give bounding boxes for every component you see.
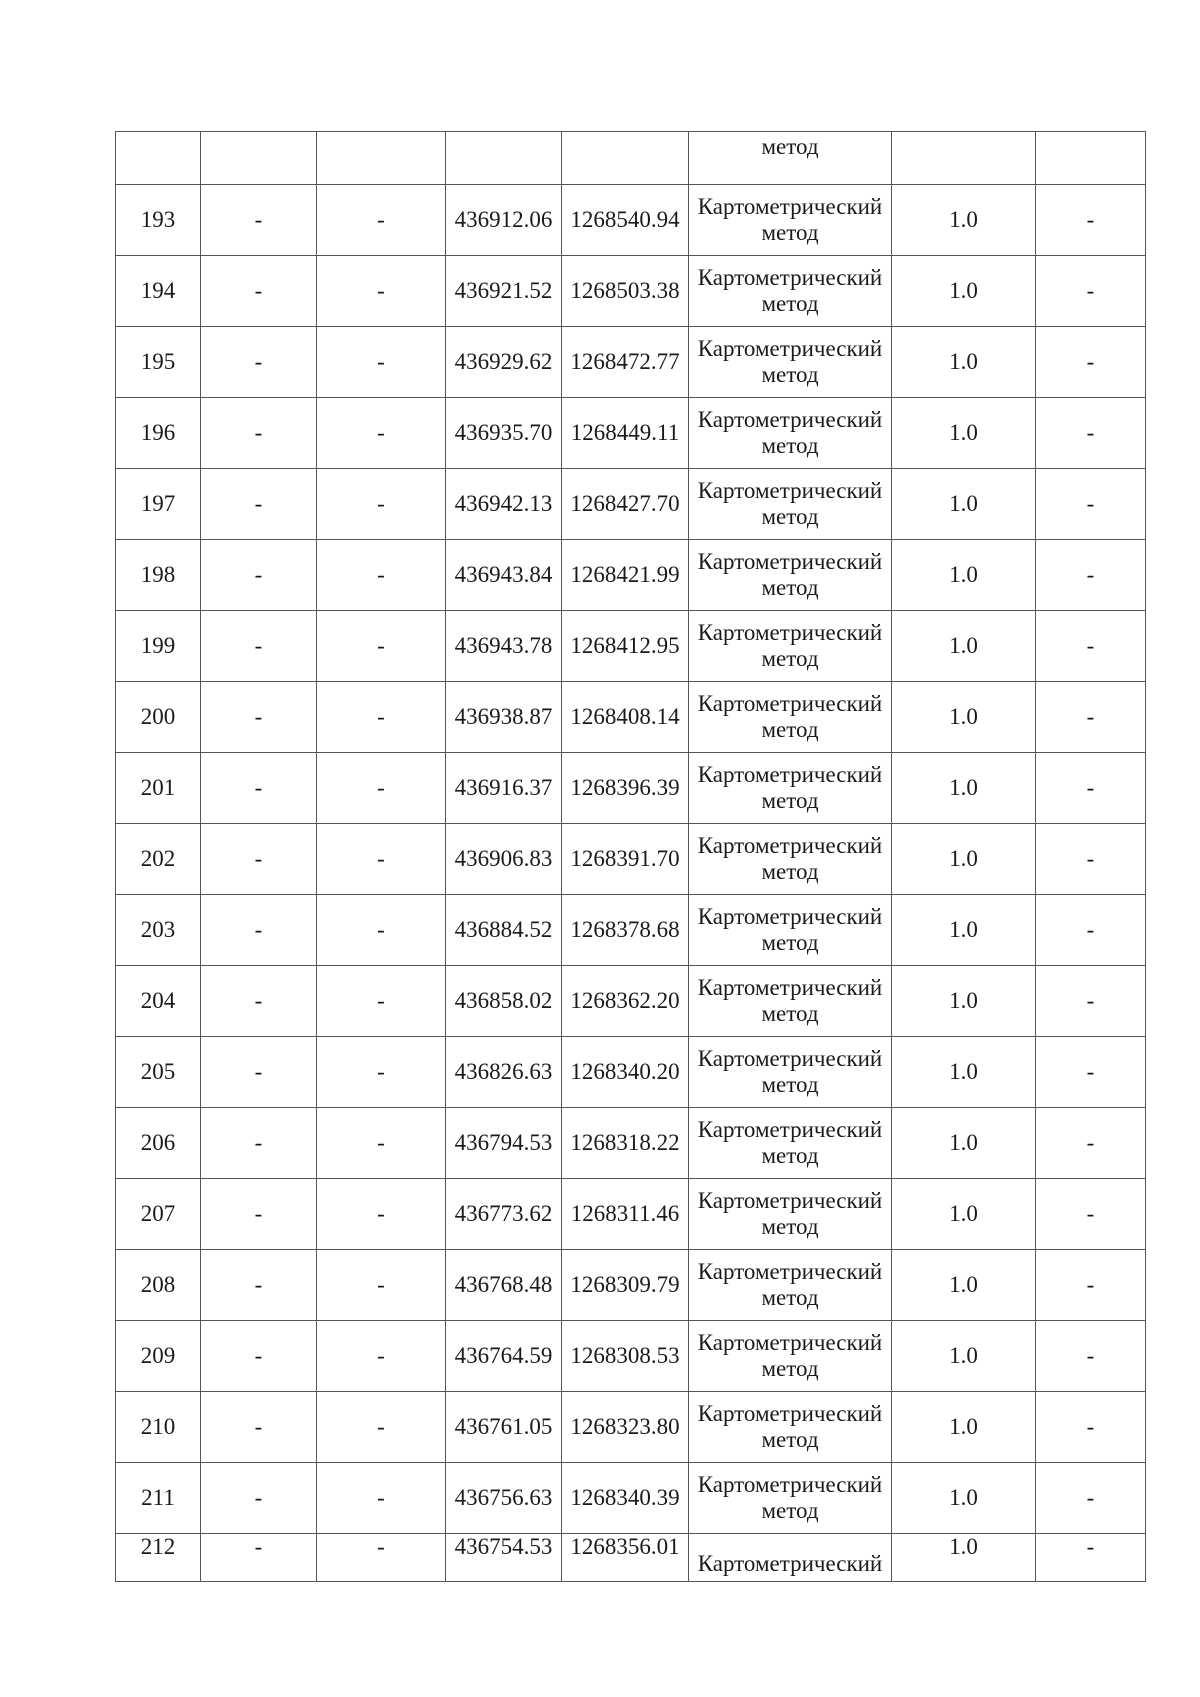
cell-x: 436921.52 [446,256,562,327]
cell-method [689,327,892,398]
cell-x: 436912.06 [446,185,562,256]
table-row [116,185,1146,256]
method-line1: Картометрический [697,1401,883,1426]
cell-col8: - [1036,256,1146,327]
table-row-continuation [116,132,1146,185]
cell-col2: - [201,1179,317,1250]
table-row [116,1108,1146,1179]
cell-precision: 1.0 [892,1534,1036,1582]
cell-col2: - [201,824,317,895]
method-line2: метод [761,930,819,955]
cell-col8: - [1036,1179,1146,1250]
cell-col3: - [317,185,446,256]
cell-precision: 1.0 [892,895,1036,966]
table-row [116,824,1146,895]
method-line2: метод [761,433,819,458]
cell-method [689,1179,892,1250]
cell-y: 1268427.70 [562,469,689,540]
cell-col8: - [1036,824,1146,895]
cell-y [562,132,689,185]
cell-x: 436943.78 [446,611,562,682]
cell-precision: 1.0 [892,1392,1036,1463]
method-line2: метод [761,362,819,387]
method-line2: метод [761,1498,819,1523]
method-line1: Картометрический [697,1330,883,1355]
cell-precision: 1.0 [892,1250,1036,1321]
method-line2: метод [761,1285,819,1310]
cell-y: 1268362.20 [562,966,689,1037]
method-line1: Картометрический [697,1188,883,1213]
cell-col3: - [317,540,446,611]
cell-x: 436943.84 [446,540,562,611]
cell-x: 436768.48 [446,1250,562,1321]
cell-x [446,132,562,185]
cell-method [689,824,892,895]
cell-col3 [317,132,446,185]
cell-precision: 1.0 [892,327,1036,398]
cell-precision: 1.0 [892,682,1036,753]
cell-col3: - [317,1321,446,1392]
method-line1: Картометрический [697,1259,883,1284]
cell-col3: - [317,1534,446,1582]
method-line2: метод [761,134,819,159]
table-row [116,1463,1146,1534]
cell-y: 1268318.22 [562,1108,689,1179]
cell-y: 1268421.99 [562,540,689,611]
method-line1: Картометрический [697,549,883,574]
method-line1: Картометрический [697,1046,883,1071]
cell-col2: - [201,966,317,1037]
cell-x: 436764.59 [446,1321,562,1392]
cell-num: 198 [116,540,201,611]
cell-col8: - [1036,398,1146,469]
cell-method [689,185,892,256]
cell-num: 195 [116,327,201,398]
table-row [116,611,1146,682]
cell-method [689,1463,892,1534]
cell-col2: - [201,1463,317,1534]
cell-y: 1268311.46 [562,1179,689,1250]
cell-col2: - [201,1108,317,1179]
cell-method [689,895,892,966]
cell-precision: 1.0 [892,611,1036,682]
method-line2: метод [761,788,819,813]
table-row [116,966,1146,1037]
cell-y: 1268396.39 [562,753,689,824]
cell-method [689,1392,892,1463]
method-line1: Картометрический [697,762,883,787]
cell-col8: - [1036,469,1146,540]
cell-method [689,469,892,540]
table-row [116,1179,1146,1250]
method-line1: Картометрический [697,265,883,290]
cell-y: 1268472.77 [562,327,689,398]
method-line1: Картометрический [697,691,883,716]
cell-y: 1268540.94 [562,185,689,256]
method-line2: метод [761,1214,819,1239]
cell-method [689,753,892,824]
table-row [116,1321,1146,1392]
cell-col2: - [201,682,317,753]
table-row [116,1037,1146,1108]
method-line2: метод [761,646,819,671]
cell-x: 436756.63 [446,1463,562,1534]
cell-precision: 1.0 [892,540,1036,611]
method-line2: метод [761,575,819,600]
cell-x: 436916.37 [446,753,562,824]
cell-col8: - [1036,1463,1146,1534]
method-line1: Картометрический [697,194,883,219]
cell-num: 204 [116,966,201,1037]
method-line1: Картометрический [697,1551,883,1576]
cell-col3: - [317,256,446,327]
table-row [116,753,1146,824]
cell-col2: - [201,753,317,824]
cell-col8: - [1036,611,1146,682]
cell-col2: - [201,1392,317,1463]
cell-method [689,611,892,682]
cell-col8: - [1036,682,1146,753]
method-line1: Картометрический [697,620,883,645]
cell-method [689,1250,892,1321]
method-line2: метод [761,291,819,316]
method-line2: метод [761,1427,819,1452]
cell-col3: - [317,966,446,1037]
cell-col8: - [1036,327,1146,398]
cell-precision: 1.0 [892,398,1036,469]
cell-y: 1268412.95 [562,611,689,682]
cell-y: 1268408.14 [562,682,689,753]
cell-col2: - [201,327,317,398]
cell-col2 [201,132,317,185]
cell-col3: - [317,895,446,966]
cell-method [689,540,892,611]
table-row [116,895,1146,966]
cell-col3: - [317,1463,446,1534]
cell-col2: - [201,1534,317,1582]
cell-num: 206 [116,1108,201,1179]
cell-num: 201 [116,753,201,824]
cell-col8: - [1036,1321,1146,1392]
cell-x: 436938.87 [446,682,562,753]
cell-x: 436773.62 [446,1179,562,1250]
cell-x: 436858.02 [446,966,562,1037]
cell-col3: - [317,824,446,895]
table-row [116,540,1146,611]
cell-num [116,132,201,185]
cell-method [689,398,892,469]
cell-col3: - [317,469,446,540]
cell-y: 1268391.70 [562,824,689,895]
cell-precision: 1.0 [892,469,1036,540]
table-row [116,1534,1146,1582]
cell-col3: - [317,682,446,753]
cell-x: 436906.83 [446,824,562,895]
table-row [116,1392,1146,1463]
cell-num: 208 [116,1250,201,1321]
cell-x: 436761.05 [446,1392,562,1463]
cell-precision: 1.0 [892,966,1036,1037]
cell-precision: 1.0 [892,1321,1036,1392]
cell-col3: - [317,327,446,398]
cell-x: 436884.52 [446,895,562,966]
cell-method [689,966,892,1037]
cell-y: 1268449.11 [562,398,689,469]
cell-num: 196 [116,398,201,469]
cell-precision: 1.0 [892,753,1036,824]
cell-precision: 1.0 [892,824,1036,895]
cell-col8: - [1036,1108,1146,1179]
method-line1: Картометрический [697,407,883,432]
cell-precision: 1.0 [892,1108,1036,1179]
cell-num: 205 [116,1037,201,1108]
method-line1: Картометрический [697,336,883,361]
cell-num: 193 [116,185,201,256]
cell-precision [892,132,1036,185]
cell-method [689,1037,892,1108]
cell-x: 436935.70 [446,398,562,469]
method-line2: метод [761,1356,819,1381]
method-line2: метод [761,717,819,742]
cell-col2: - [201,895,317,966]
cell-y: 1268309.79 [562,1250,689,1321]
cell-method [689,256,892,327]
cell-x: 436942.13 [446,469,562,540]
cell-y: 1268340.20 [562,1037,689,1108]
cell-col8: - [1036,1250,1146,1321]
cell-col3: - [317,398,446,469]
cell-precision: 1.0 [892,1463,1036,1534]
cell-method [689,1534,892,1582]
cell-col8: - [1036,1534,1146,1582]
cell-col2: - [201,1037,317,1108]
method-line2: метод [761,220,819,245]
cell-col8: - [1036,1392,1146,1463]
cell-col3: - [317,1037,446,1108]
method-line1: Картометрический [697,1472,883,1497]
cell-method [689,682,892,753]
coordinates-table [115,131,1146,1582]
cell-col3: - [317,753,446,824]
cell-y: 1268356.01 [562,1534,689,1582]
cell-col3: - [317,1250,446,1321]
cell-precision: 1.0 [892,1037,1036,1108]
cell-col3: - [317,611,446,682]
cell-col2: - [201,185,317,256]
table-row [116,1250,1146,1321]
table-row [116,682,1146,753]
cell-col8: - [1036,966,1146,1037]
cell-col3: - [317,1108,446,1179]
method-line2: метод [761,1143,819,1168]
cell-method [689,132,892,185]
cell-method [689,1321,892,1392]
method-line2: метод [761,859,819,884]
table-row [116,469,1146,540]
cell-col8: - [1036,753,1146,824]
method-line2: метод [761,504,819,529]
cell-col8: - [1036,540,1146,611]
cell-col8 [1036,132,1146,185]
cell-y: 1268378.68 [562,895,689,966]
cell-col2: - [201,469,317,540]
cell-num: 202 [116,824,201,895]
cell-method [689,1108,892,1179]
cell-col8: - [1036,1037,1146,1108]
cell-col2: - [201,256,317,327]
cell-x: 436826.63 [446,1037,562,1108]
cell-num: 200 [116,682,201,753]
cell-col8: - [1036,185,1146,256]
cell-num: 197 [116,469,201,540]
cell-x: 436754.53 [446,1534,562,1582]
cell-col2: - [201,611,317,682]
method-line2: метод [761,1001,819,1026]
method-line1: Картометрический [697,1117,883,1142]
method-line1: Картометрический [697,975,883,1000]
method-line1: Картометрический [697,833,883,858]
cell-col3: - [317,1179,446,1250]
cell-x: 436929.62 [446,327,562,398]
method-line1: Картометрический [697,904,883,929]
cell-col3: - [317,1392,446,1463]
method-line1: Картометрический [697,478,883,503]
cell-num: 199 [116,611,201,682]
cell-col2: - [201,540,317,611]
cell-x: 436794.53 [446,1108,562,1179]
cell-precision: 1.0 [892,1179,1036,1250]
cell-num: 194 [116,256,201,327]
method-line2: метод [761,1072,819,1097]
cell-num: 203 [116,895,201,966]
cell-y: 1268308.53 [562,1321,689,1392]
table-row [116,398,1146,469]
cell-num: 207 [116,1179,201,1250]
cell-num: 211 [116,1463,201,1534]
cell-y: 1268340.39 [562,1463,689,1534]
cell-col2: - [201,1250,317,1321]
table-row [116,327,1146,398]
cell-y: 1268503.38 [562,256,689,327]
table-row [116,256,1146,327]
cell-precision: 1.0 [892,185,1036,256]
cell-num: 209 [116,1321,201,1392]
cell-col2: - [201,398,317,469]
cell-precision: 1.0 [892,256,1036,327]
cell-col2: - [201,1321,317,1392]
cell-num: 210 [116,1392,201,1463]
cell-num: 212 [116,1534,201,1582]
cell-col8: - [1036,895,1146,966]
cell-y: 1268323.80 [562,1392,689,1463]
